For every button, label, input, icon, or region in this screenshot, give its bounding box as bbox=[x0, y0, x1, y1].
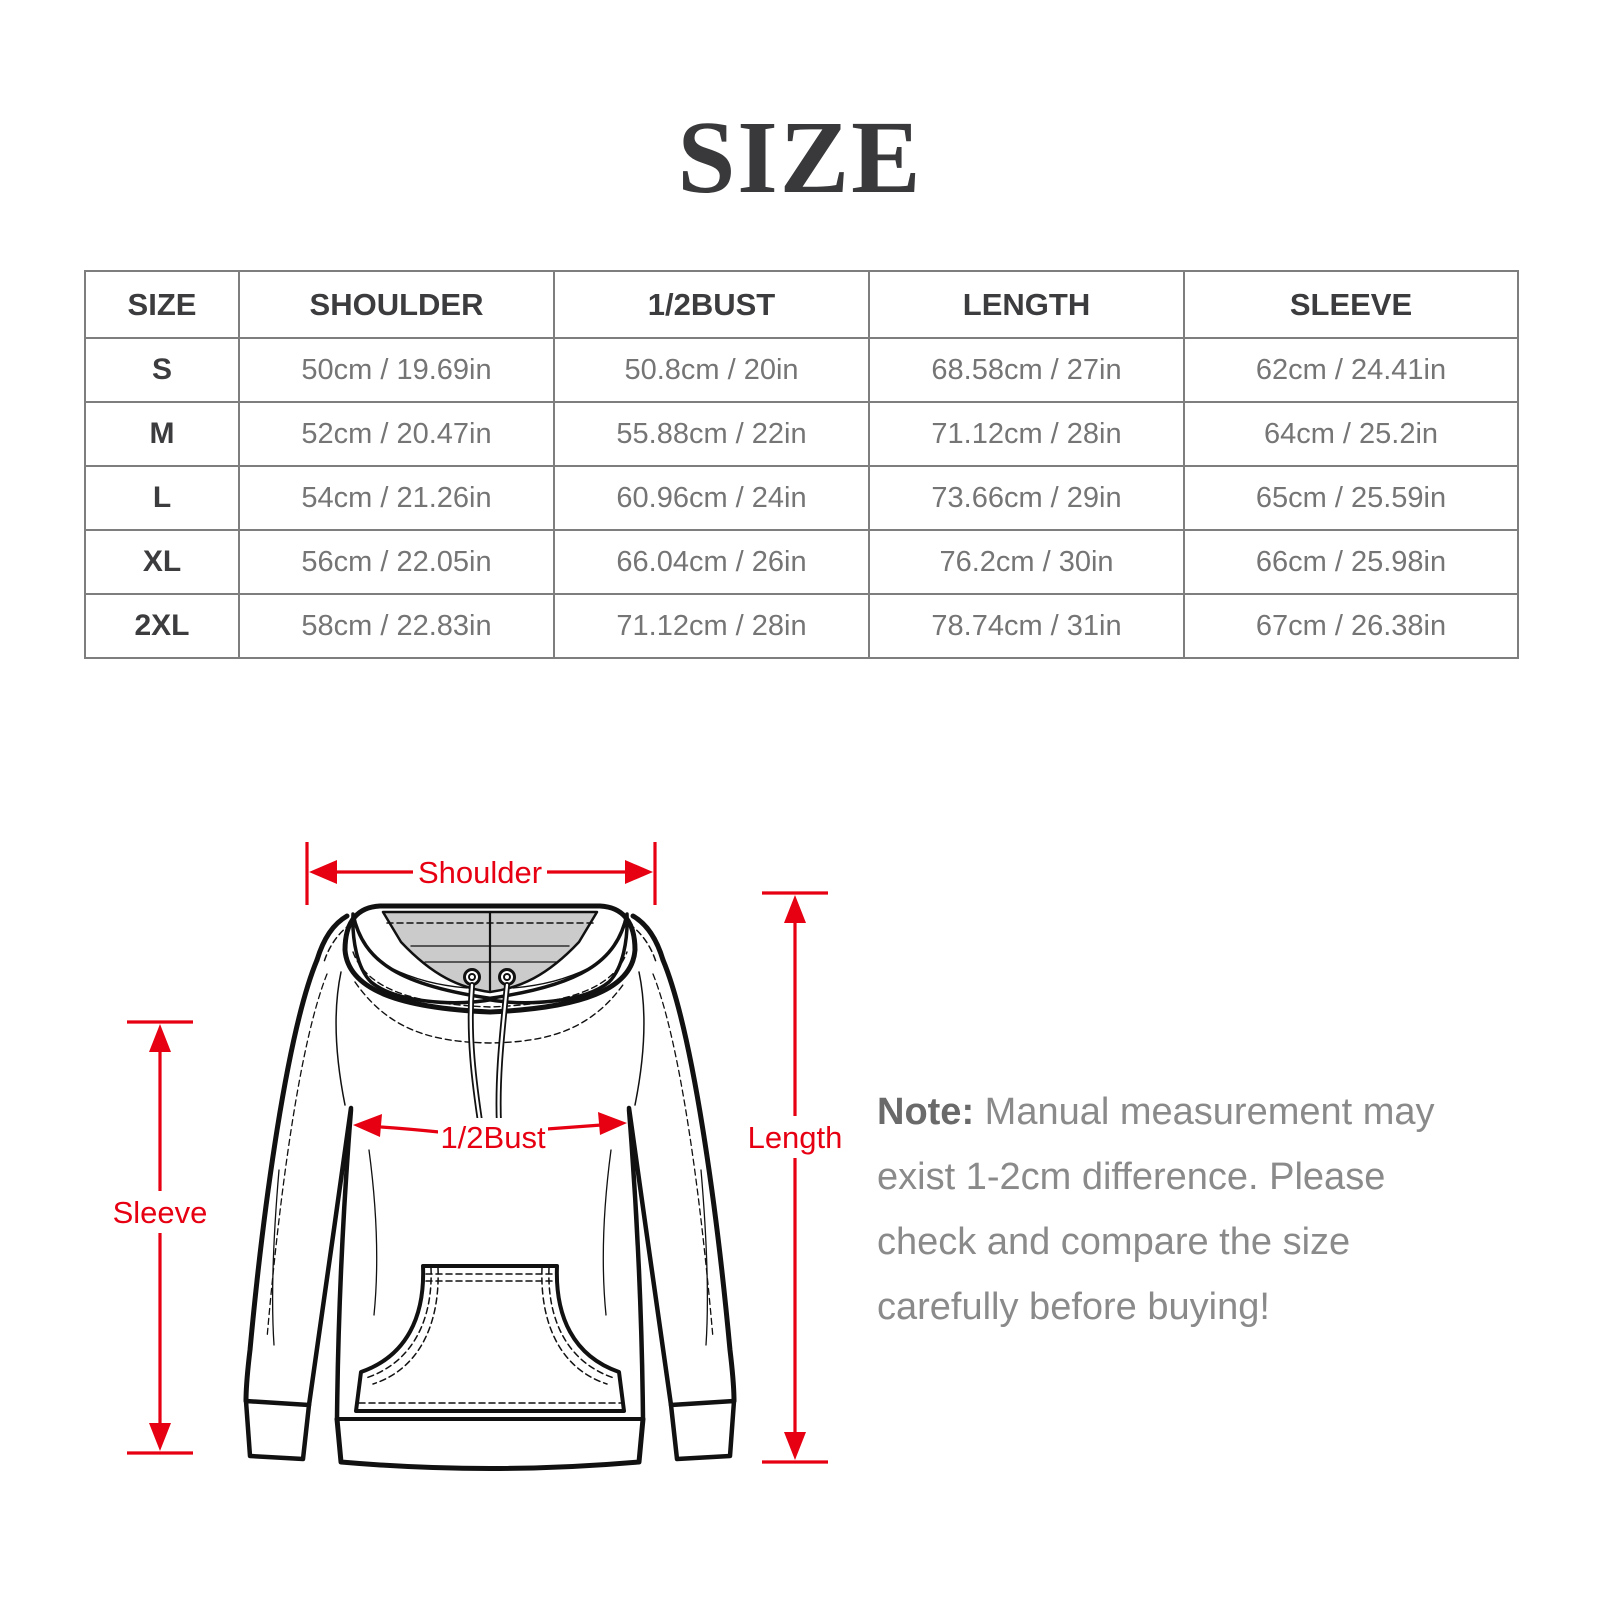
sleeve-wrinkle bbox=[701, 1170, 707, 1345]
hoodie-drawing bbox=[246, 906, 734, 1469]
size-cell: L bbox=[85, 466, 239, 530]
measurement-note bbox=[877, 1080, 1442, 1340]
size-cell: 2XL bbox=[85, 594, 239, 658]
length-arrowhead-bottom bbox=[784, 1432, 806, 1460]
measurement-cell: 73.66cm / 29in bbox=[869, 466, 1184, 530]
size-cell: M bbox=[85, 402, 239, 466]
table-header-row bbox=[85, 271, 1518, 338]
measurement-cell: 65cm / 25.59in bbox=[1184, 466, 1518, 530]
bust-arrowhead-right bbox=[598, 1112, 627, 1135]
pocket-stitch-side bbox=[542, 1268, 607, 1384]
body-wrinkle bbox=[603, 1150, 611, 1315]
armhole-right bbox=[635, 972, 644, 1105]
shoulder-arrowhead-right bbox=[625, 860, 653, 884]
sleeve-wrinkle bbox=[273, 1170, 279, 1345]
measurement-cell: 71.12cm / 28in bbox=[869, 402, 1184, 466]
size-cell: S bbox=[85, 338, 239, 402]
sleeve-inner-left bbox=[309, 1108, 351, 1405]
shoulder-seam-right bbox=[633, 916, 663, 960]
cuff-right bbox=[671, 1401, 734, 1459]
armhole-left bbox=[336, 972, 345, 1105]
table-row bbox=[85, 594, 1518, 658]
measurement-cell: 50cm / 19.69in bbox=[239, 338, 554, 402]
measurement-cell: 66cm / 25.98in bbox=[1184, 530, 1518, 594]
sleeve-arrow bbox=[111, 1022, 209, 1453]
measurement-cell: 56cm / 22.05in bbox=[239, 530, 554, 594]
measurement-cell: 66.04cm / 26in bbox=[554, 530, 869, 594]
measurement-cell: 64cm / 25.2in bbox=[1184, 402, 1518, 466]
table-row bbox=[85, 530, 1518, 594]
pocket-stitch-side bbox=[373, 1268, 438, 1384]
column-header-sleeve: SLEEVE bbox=[1184, 271, 1518, 338]
cuff-left bbox=[246, 1401, 309, 1459]
measurement-cell: 67cm / 26.38in bbox=[1184, 594, 1518, 658]
column-header-length: LENGTH bbox=[869, 271, 1184, 338]
sleeve-inner-right bbox=[629, 1108, 671, 1405]
column-header-shoulder: SHOULDER bbox=[239, 271, 554, 338]
length-label: Length bbox=[747, 1120, 843, 1155]
measurement-cell: 78.74cm / 31in bbox=[869, 594, 1184, 658]
column-header-size: SIZE bbox=[85, 271, 239, 338]
sleeve-arrowhead-top bbox=[149, 1024, 171, 1052]
shoulder-seam-left bbox=[317, 916, 347, 960]
sleeve-outer-left bbox=[246, 960, 317, 1401]
page-title: SIZE bbox=[677, 100, 923, 215]
measurement-cell: 52cm / 20.47in bbox=[239, 402, 554, 466]
size-cell: XL bbox=[85, 530, 239, 594]
bust-arrowhead-left bbox=[353, 1114, 382, 1137]
note-text: Manual measurement may exist 1-2cm difference. Please check and compare the size carefully before buying! bbox=[877, 1091, 1435, 1328]
sleeve-outer-right bbox=[663, 960, 734, 1401]
measurement-cell: 71.12cm / 28in bbox=[554, 594, 869, 658]
length-arrowhead-top bbox=[784, 895, 806, 923]
measurement-cell: 60.96cm / 24in bbox=[554, 466, 869, 530]
measurement-cell: 76.2cm / 30in bbox=[869, 530, 1184, 594]
bust-arrow bbox=[353, 1112, 627, 1156]
bust-label: 1/2Bust bbox=[440, 1120, 546, 1155]
table-row bbox=[85, 402, 1518, 466]
hoodie-measurement-diagram bbox=[95, 810, 860, 1500]
body-wrinkle bbox=[369, 1150, 377, 1315]
shoulder-label: Shoulder bbox=[417, 855, 543, 890]
measurement-cell: 62cm / 24.41in bbox=[1184, 338, 1518, 402]
table-row bbox=[85, 466, 1518, 530]
column-header-bust: 1/2BUST bbox=[554, 271, 869, 338]
measurement-cell: 68.58cm / 27in bbox=[869, 338, 1184, 402]
length-arrow bbox=[743, 893, 847, 1462]
measurement-cell: 58cm / 22.83in bbox=[239, 594, 554, 658]
measurement-cell: 50.8cm / 20in bbox=[554, 338, 869, 402]
shoulder-arrow bbox=[307, 842, 655, 905]
sleeve-label: Sleeve bbox=[112, 1195, 208, 1230]
pocket-outline bbox=[356, 1266, 624, 1411]
note-prefix: Note: bbox=[877, 1091, 975, 1133]
shoulder-arrowhead-left bbox=[309, 860, 337, 884]
measurement-cell: 54cm / 21.26in bbox=[239, 466, 554, 530]
size-table bbox=[84, 270, 1519, 659]
sleeve-arrowhead-bottom bbox=[149, 1423, 171, 1451]
table-row bbox=[85, 338, 1518, 402]
measurement-cell: 55.88cm / 22in bbox=[554, 402, 869, 466]
hem-band bbox=[337, 1419, 643, 1469]
